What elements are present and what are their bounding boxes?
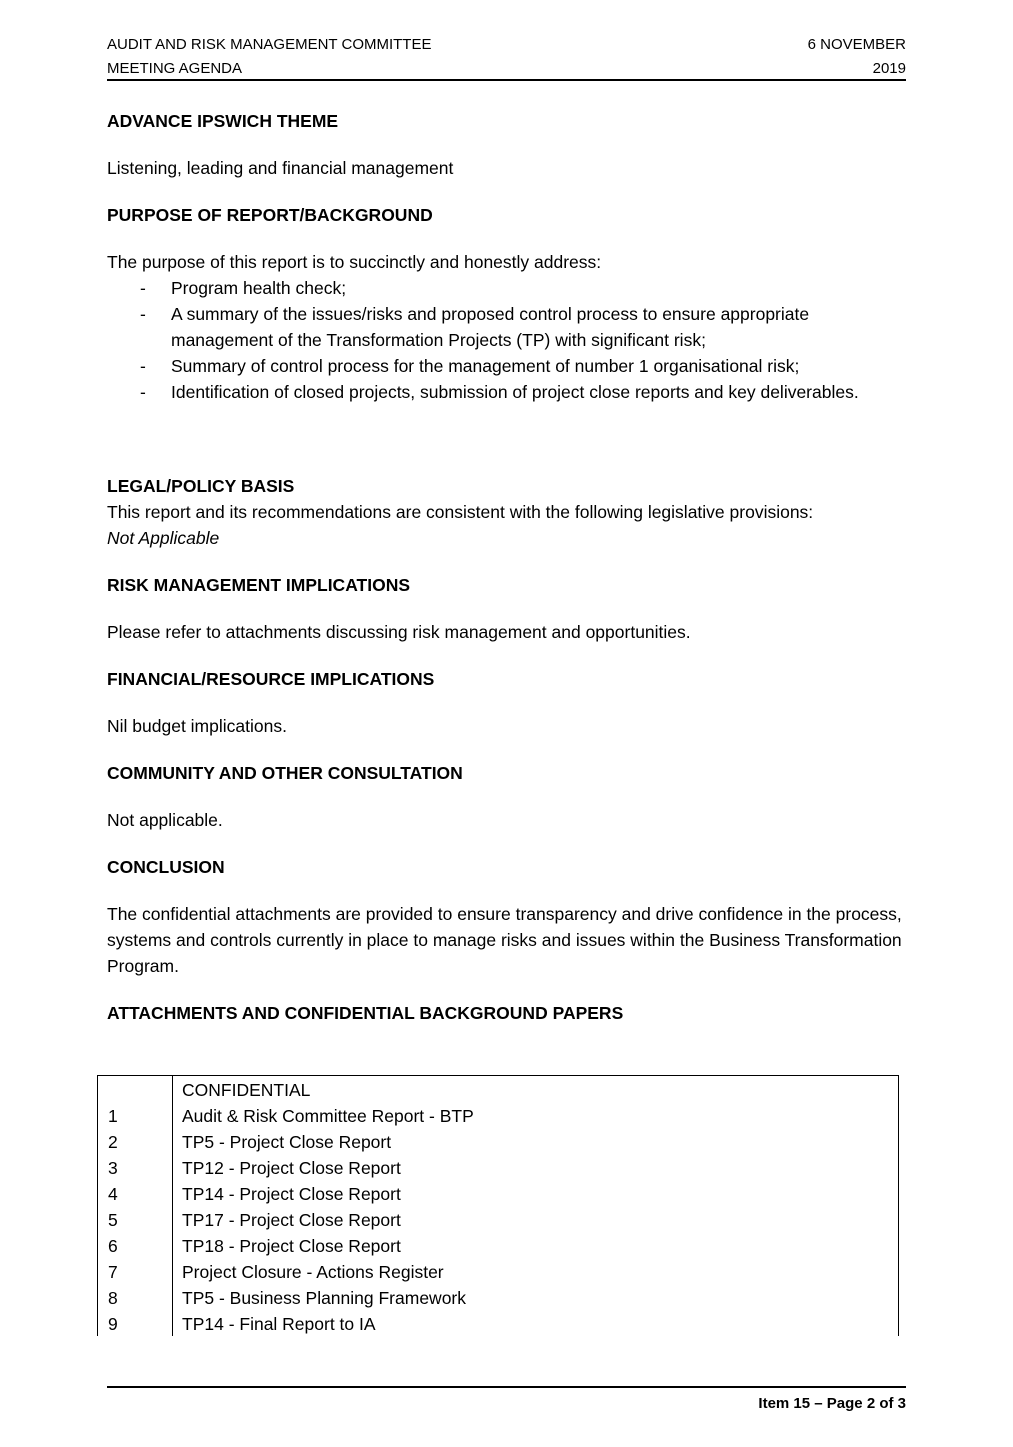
purpose-item: - Identification of closed projects, submission of project close reports and key deliverables. xyxy=(107,379,907,405)
purpose-item: - A summary of the issues/risks and proposed control process to ensure appropriate management of the Transformation Projects (TP) with significant risk; xyxy=(107,301,907,353)
attachment-number: 2 xyxy=(108,1132,118,1152)
dash-bullet: - xyxy=(140,382,146,402)
dash-bullet: - xyxy=(140,278,146,298)
attachment-number: 9 xyxy=(108,1314,118,1334)
conclusion-heading: CONCLUSION xyxy=(107,857,225,877)
community-heading: COMMUNITY AND OTHER CONSULTATION xyxy=(107,763,463,783)
attachment-number: 1 xyxy=(108,1106,118,1126)
legal-value: Not Applicable xyxy=(107,528,220,548)
financial-heading: FINANCIAL/RESOURCE IMPLICATIONS xyxy=(107,669,435,689)
legal-heading: LEGAL/POLICY BASIS xyxy=(107,476,295,496)
community-text: Not applicable. xyxy=(107,810,223,830)
attachment-number: 6 xyxy=(108,1236,118,1256)
table-header-row xyxy=(98,1077,898,1103)
attachment-number: 4 xyxy=(108,1184,118,1204)
attachments-heading: ATTACHMENTS AND CONFIDENTIAL BACKGROUND PAPERS xyxy=(107,1003,624,1023)
attachment-title: TP14 - Project Close Report xyxy=(182,1184,401,1204)
risk-heading: RISK MANAGEMENT IMPLICATIONS xyxy=(107,575,411,595)
footer-page-label: Item 15 – Page 2 of 3 xyxy=(758,1395,906,1412)
attachment-number: 3 xyxy=(108,1158,118,1178)
header-date: 6 NOVEMBER xyxy=(807,36,906,53)
attachments-table xyxy=(97,1075,899,1336)
purpose-intro: The purpose of this report is to succinctly and honestly address: xyxy=(107,252,602,272)
attachment-title: Audit & Risk Committee Report - BTP xyxy=(182,1106,474,1126)
header-left xyxy=(107,33,431,81)
table-row xyxy=(98,1181,898,1207)
attachment-title: TP18 - Project Close Report xyxy=(182,1236,401,1256)
table-row xyxy=(98,1233,898,1259)
table-row xyxy=(98,1311,898,1337)
purpose-heading: PURPOSE OF REPORT/BACKGROUND xyxy=(107,205,433,225)
header-committee: AUDIT AND RISK MANAGEMENT COMMITTEE xyxy=(107,36,432,53)
table-row xyxy=(98,1129,898,1155)
attachment-title: TP5 - Project Close Report xyxy=(182,1132,392,1152)
dash-bullet: - xyxy=(140,356,146,376)
purpose-list xyxy=(107,275,907,405)
table-row xyxy=(98,1103,898,1129)
attachment-title: Project Closure - Actions Register xyxy=(182,1262,444,1282)
attachment-number: 7 xyxy=(108,1262,118,1282)
footer-rule xyxy=(107,1386,906,1388)
table-row xyxy=(98,1259,898,1285)
header-agenda: MEETING AGENDA xyxy=(107,60,243,77)
theme-heading: ADVANCE IPSWICH THEME xyxy=(107,111,339,131)
purpose-item: - Summary of control process for the management of number 1 organisational risk; xyxy=(107,353,907,379)
theme-text: Listening, leading and financial management xyxy=(107,158,454,178)
attachment-title: TP17 - Project Close Report xyxy=(182,1210,401,1230)
legal-text: This report and its recommendations are consistent with the following legislative provisions: xyxy=(107,502,814,522)
attachment-number: 8 xyxy=(108,1288,118,1308)
table-row xyxy=(98,1155,898,1181)
financial-text: Nil budget implications. xyxy=(107,716,287,736)
dash-bullet: - xyxy=(140,304,146,324)
header-rule xyxy=(107,79,906,81)
attachment-title: TP14 - Final Report to IA xyxy=(182,1314,376,1334)
header-right xyxy=(808,33,906,81)
attachment-title: TP12 - Project Close Report xyxy=(182,1158,401,1178)
table-row xyxy=(98,1207,898,1233)
conclusion-text: The confidential attachments are provided to ensure transparency and drive confidence in the process, systems and controls currently in place to manage risks and issues within the Business Transformation Program. xyxy=(107,904,902,976)
report-body xyxy=(107,108,907,1026)
table-row xyxy=(98,1285,898,1311)
confidential-label: CONFIDENTIAL xyxy=(182,1080,311,1100)
attachment-number: 5 xyxy=(108,1210,118,1230)
header-year: 2019 xyxy=(872,60,906,77)
risk-text: Please refer to attachments discussing risk management and opportunities. xyxy=(107,622,691,642)
purpose-item: - Program health check; xyxy=(107,275,907,301)
attachment-title: TP5 - Business Planning Framework xyxy=(182,1288,466,1308)
